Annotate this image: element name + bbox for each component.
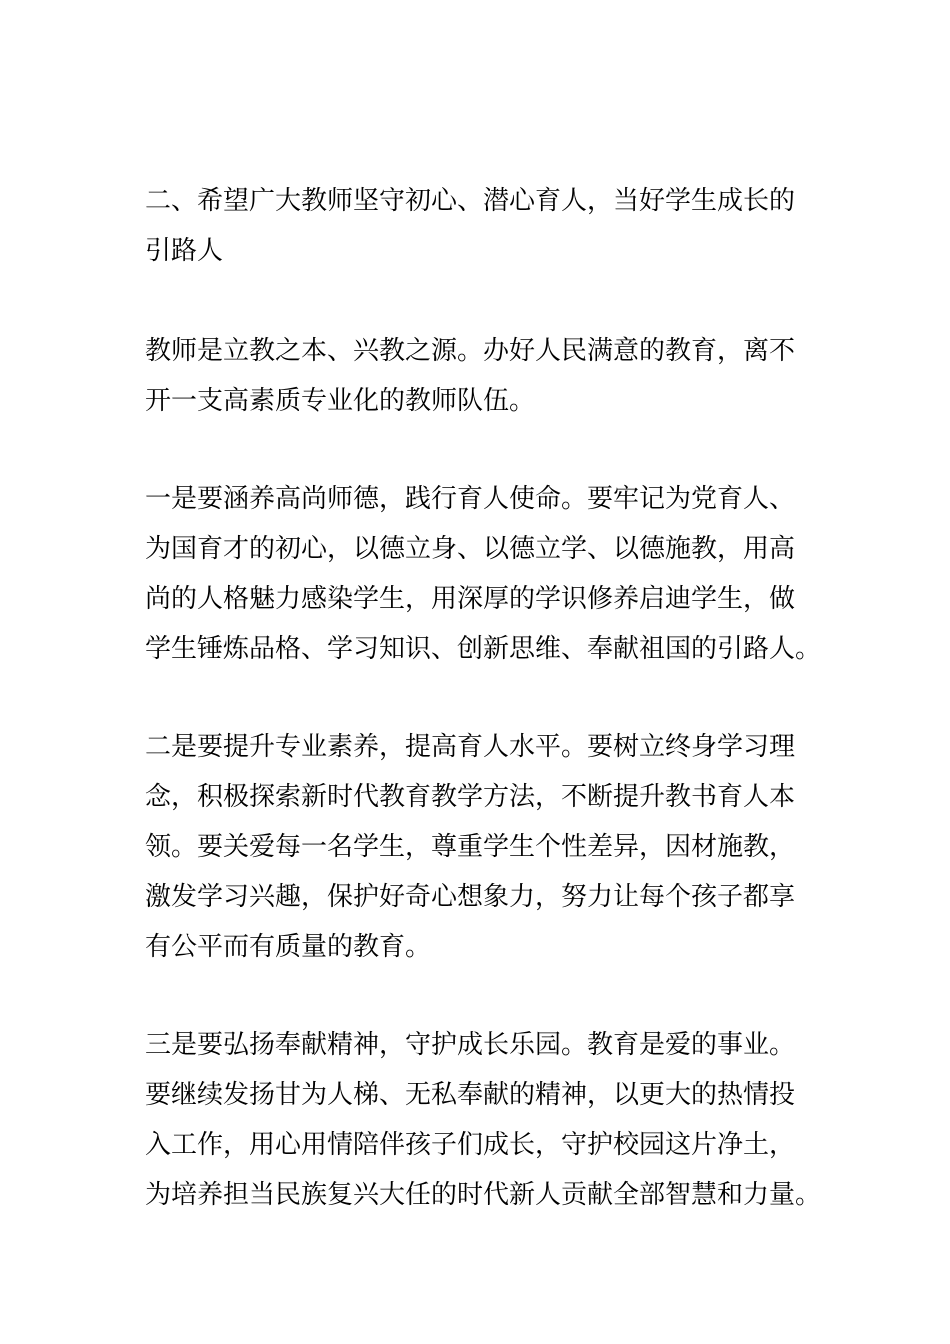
paragraph-line: 三是要弘扬奉献精神，守护成长乐园。教育是爱的事业。 (145, 1030, 796, 1060)
paragraph-line: 开一支高素质专业化的教师队伍。 (145, 386, 536, 416)
paragraph-line: 领。要关爱每一名学生，尊重学生个性差异，因材施教， (145, 832, 796, 862)
paragraph-intro (145, 326, 810, 426)
paragraph-line: 念，积极探索新时代教育教学方法，不断提升教书育人本 (145, 782, 796, 812)
paragraph-line: 有公平而有质量的教育。 (145, 932, 432, 962)
paragraph-line: 二是要提升专业素养，提高育人水平。要树立终身学习理 (145, 732, 796, 762)
paragraph-line: 学生锤炼品格、学习知识、创新思维、奉献祖国的引路人。 (145, 634, 822, 664)
section-heading (145, 176, 810, 276)
heading-line: 引路人 (145, 236, 224, 266)
heading-line: 二、希望广大教师坚守初心、潜心育人，当好学生成长的 (145, 186, 796, 216)
paragraph-line: 要继续发扬甘为人梯、无私奉献的精神，以更大的热情投 (145, 1080, 796, 1110)
paragraph-line: 激发学习兴趣，保护好奇心想象力，努力让每个孩子都享 (145, 882, 796, 912)
paragraph-line: 为国育才的初心，以德立身、以德立学、以德施教，用高 (145, 534, 796, 564)
paragraph-point-three (145, 1020, 822, 1220)
paragraph-line: 教师是立教之本、兴教之源。办好人民满意的教育，离不 (145, 336, 796, 366)
paragraph-line: 尚的人格魅力感染学生，用深厚的学识修养启迪学生，做 (145, 584, 796, 614)
paragraph-point-one (145, 474, 822, 674)
paragraph-line: 入工作，用心用情陪伴孩子们成长，守护校园这片净土， (145, 1130, 796, 1160)
paragraph-line: 为培养担当民族复兴大任的时代新人贡献全部智慧和力量。 (145, 1180, 822, 1210)
paragraph-line: 一是要涵养高尚师德，践行育人使命。要牢记为党育人、 (145, 484, 796, 514)
paragraph-point-two (145, 722, 810, 972)
